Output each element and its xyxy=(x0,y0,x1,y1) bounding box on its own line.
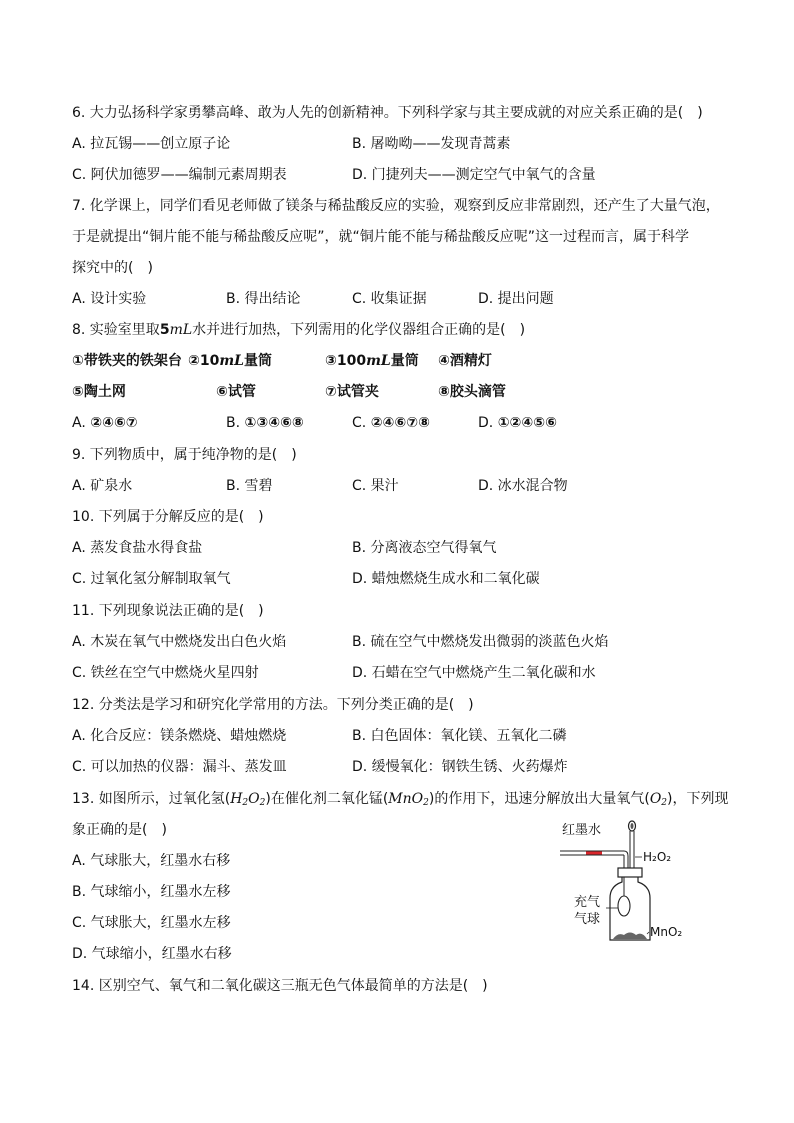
q8-option-b-label: B. xyxy=(226,415,245,431)
q8-option-a-value: ②④⑥⑦ xyxy=(90,415,138,431)
q10-option-c: C. 过氧化氢分解制取氧气 xyxy=(72,571,231,587)
q12-option-b: B. 白色固体：氧化镁、五氧化二磷 xyxy=(352,728,567,744)
q8-option-b-value: ①③④⑥⑧ xyxy=(244,415,304,431)
formula-h2o2-sub2: 2 xyxy=(259,798,266,808)
bent-tube xyxy=(624,851,628,868)
q11-option-b: B. 硫在空气中燃烧发出微弱的淡蓝色火焰 xyxy=(352,634,609,650)
q11-option-d: D. 石蜡在空气中燃烧产生二氧化碳和水 xyxy=(352,665,596,681)
q8-option-c-label: C. xyxy=(352,415,371,431)
q8-option-c-value: ②④⑥⑦⑧ xyxy=(370,415,430,431)
q8-item-2 xyxy=(188,352,272,370)
q8-item-6: ⑥试管 xyxy=(216,384,256,400)
q8-option-b xyxy=(226,414,304,432)
label-balloon-1: 充气 xyxy=(574,895,601,910)
q8-item-3-pre: ③100 xyxy=(325,353,367,369)
q8-stem-unit: mL xyxy=(169,322,193,338)
q8-item-8: ⑧胶头滴管 xyxy=(438,384,506,400)
q8-option-d xyxy=(478,414,557,432)
q6-option-a: A. 拉瓦锡——创立原子论 xyxy=(72,136,231,152)
horizontal-tube xyxy=(560,851,624,855)
q12-stem: 12. 分类法是学习和研究化学常用的方法。下列分类正确的是( ) xyxy=(72,697,474,713)
q6-option-d: D. 门捷列夫——测定空气中氧气的含量 xyxy=(352,167,596,183)
apparatus-figure xyxy=(556,816,706,946)
q10-stem: 10. 下列属于分解反应的是( ) xyxy=(72,509,264,525)
q8-item-2-pre: ②10 xyxy=(188,353,220,369)
formula-mno2-sub: 2 xyxy=(423,798,429,808)
q8-stem-volume: 5 xyxy=(159,322,170,338)
q13-option-c: C. 气球胀大，红墨水左移 xyxy=(72,915,231,931)
formula-mno2: MnO xyxy=(388,791,424,807)
q8-item-7: ⑦试管夹 xyxy=(325,384,379,400)
q12-option-d: D. 缓慢氧化：钢铁生锈、火药爆炸 xyxy=(352,759,568,775)
formula-o2: O xyxy=(649,791,662,807)
q7-stem-line2: 于是就提出“铜片能不能与稀盐酸反应呢”，就“铜片能不能与稀盐酸反应呢”这一过程而言，属于科学 xyxy=(72,229,690,245)
rubber-stopper xyxy=(618,868,642,877)
q12-option-c: C. 可以加热的仪器：漏斗、蒸发皿 xyxy=(72,759,287,775)
label-mno2: MnO₂ xyxy=(650,925,683,939)
q9-option-d: D. 冰水混合物 xyxy=(478,478,568,494)
q8-stem-post: 水并进行加热，下列需用的化学仪器组合正确的是( ) xyxy=(192,322,526,338)
q13-stem-part2: )在催化剂二氧化锰( xyxy=(265,791,389,807)
q13-stem-part1: 13. 如图所示，过氧化氢( xyxy=(72,791,231,807)
q8-item-4: ④酒精灯 xyxy=(438,353,492,369)
q8-item-5: ⑤陶土网 xyxy=(72,384,126,400)
q8-stem xyxy=(72,321,525,339)
formula-h2o2-h: H xyxy=(230,791,243,807)
q6-stem: 6. 大力弘扬科学家勇攀高峰、敢为人先的创新精神。下列科学家与其主要成就的对应关系正确的是( ) xyxy=(72,105,703,121)
q8-item-3-post: 量筒 xyxy=(390,353,419,369)
q7-stem-line3: 探究中的( ) xyxy=(72,260,153,276)
q8-item-3 xyxy=(325,352,419,370)
formula-o2-sub: 2 xyxy=(661,798,668,808)
q11-option-a: A. 木炭在氧气中燃烧发出白色火焰 xyxy=(72,634,287,650)
q11-option-c: C. 铁丝在空气中燃烧火星四射 xyxy=(72,665,259,681)
q7-option-b: B. 得出结论 xyxy=(226,291,301,307)
q8-item-3-unit: mL xyxy=(366,353,391,369)
q8-option-a-label: A. xyxy=(72,415,91,431)
q8-option-a xyxy=(72,414,138,432)
red-ink-column xyxy=(586,852,602,855)
formula-h2o2-sub1: 2 xyxy=(242,798,249,808)
label-balloon-2: 气球 xyxy=(574,912,601,927)
q10-option-b: B. 分离液态空气得氧气 xyxy=(352,540,497,556)
q13-option-a: A. 气球胀大，红墨水右移 xyxy=(72,853,231,869)
mno2-powder xyxy=(613,933,647,940)
q13-stem-line1 xyxy=(72,790,729,812)
q12-option-a: A. 化合反应：镁条燃烧、蜡烛燃烧 xyxy=(72,728,287,744)
q8-item-1: ①带铁夹的铁架台 xyxy=(72,353,182,369)
q7-option-c: C. 收集证据 xyxy=(352,291,427,307)
q8-item-2-unit: mL xyxy=(219,353,245,369)
q8-option-c xyxy=(352,414,430,432)
q8-stem-pre: 8. 实验室里取 xyxy=(72,322,160,338)
q10-option-a: A. 蒸发食盐水得食盐 xyxy=(72,540,203,556)
q13-option-d: D. 气球缩小，红墨水右移 xyxy=(72,946,232,962)
q7-stem-line1: 7. 化学课上，同学们看见老师做了镁条与稀盐酸反应的实验，观察到反应非常剧烈，还产生了大量气泡， xyxy=(72,198,720,214)
q10-option-d: D. 蜡烛燃烧生成水和二氧化碳 xyxy=(352,571,540,587)
label-red-ink: 红墨水 xyxy=(562,823,602,838)
q14-stem: 14. 区别空气、氧气和二氧化碳这三瓶无色气体最简单的方法是( ) xyxy=(72,978,488,994)
q9-option-a: A. 矿泉水 xyxy=(72,478,133,494)
q13-option-b: B. 气球缩小，红墨水左移 xyxy=(72,884,231,900)
q13-stem-line2: 象正确的是( ) xyxy=(72,822,167,838)
q9-option-b: B. 雪碧 xyxy=(226,478,273,494)
label-h2o2: H₂O₂ xyxy=(643,850,672,864)
q6-option-b: B. 屠呦呦——发现青蒿素 xyxy=(352,136,511,152)
q11-stem: 11. 下列现象说法正确的是( ) xyxy=(72,603,264,619)
leader-mno2 xyxy=(647,932,649,934)
q8-item-2-post: 量筒 xyxy=(244,353,273,369)
q7-option-d: D. 提出问题 xyxy=(478,291,554,307)
q13-stem-part4: )，下列现 xyxy=(667,791,729,807)
q7-option-a: A. 设计实验 xyxy=(72,291,147,307)
formula-h2o2-o: O xyxy=(248,791,260,807)
q8-option-d-value: ①②④⑤⑥ xyxy=(497,415,557,431)
q9-option-c: C. 果汁 xyxy=(352,478,399,494)
q6-option-c: C. 阿伏加德罗——编制元素周期表 xyxy=(72,167,287,183)
q8-option-d-label: D. xyxy=(478,415,498,431)
q9-stem: 9. 下列物质中，属于纯净物的是( ) xyxy=(72,447,297,463)
q13-stem-part3: )的作用下，迅速分解放出大量氧气( xyxy=(428,791,650,807)
